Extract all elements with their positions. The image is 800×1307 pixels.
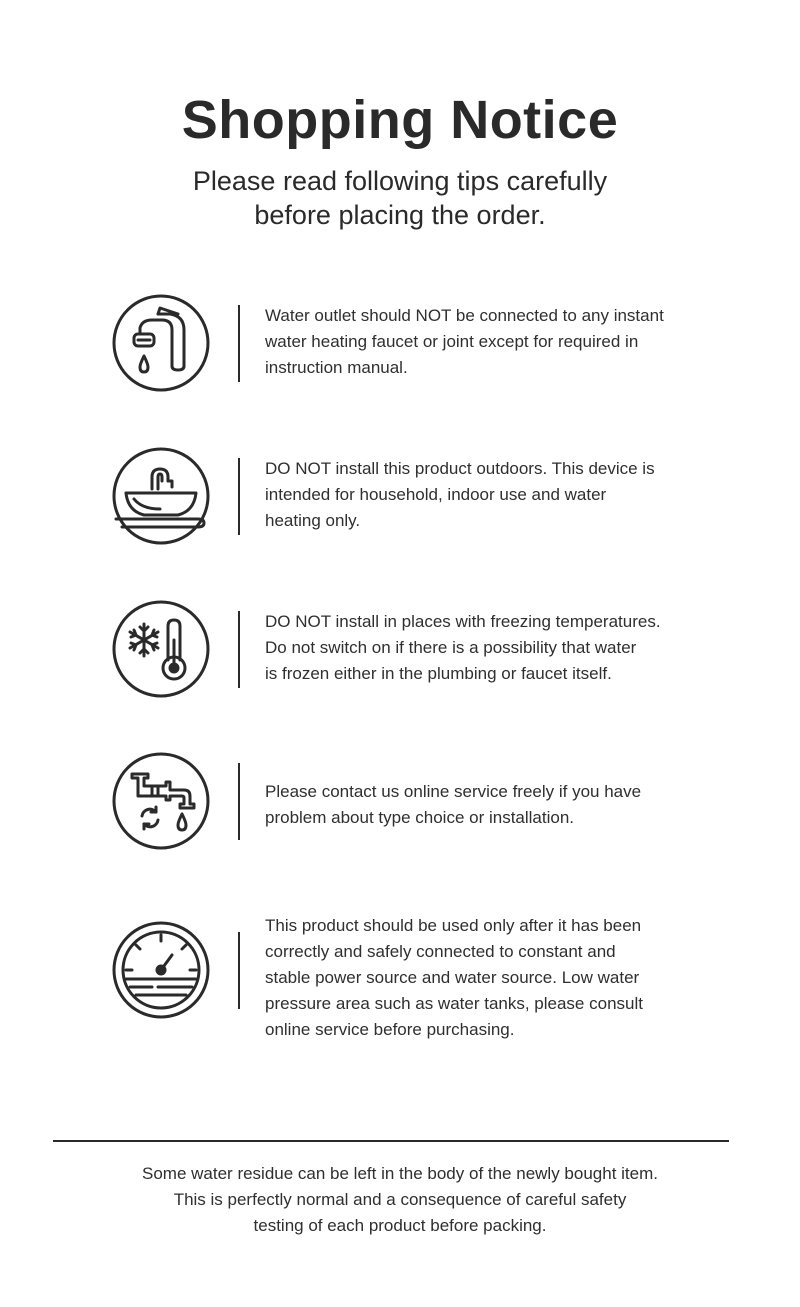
tip-line: This product should be used only after it has been xyxy=(265,916,642,935)
tip-text xyxy=(265,456,705,534)
tip-line: is frozen either in the plumbing or faucet itself. xyxy=(265,664,612,683)
tip-text xyxy=(265,609,705,687)
footer-line: Some water residue can be left in the body of the newly bought item. xyxy=(142,1164,658,1183)
tip-text xyxy=(265,303,705,381)
page-title: Shopping Notice xyxy=(181,90,619,150)
tip-line: Water outlet should NOT be connected to any instant xyxy=(265,306,664,325)
tip-line: heating only. xyxy=(265,511,361,530)
tip-item xyxy=(0,294,800,394)
sink-basin-icon xyxy=(112,447,210,545)
tip-line: pressure area such as water tanks, please consult xyxy=(265,994,643,1013)
faucet-drip-icon xyxy=(112,294,210,392)
page-subtitle xyxy=(0,164,800,232)
tip-item xyxy=(0,916,800,1039)
separator-bar xyxy=(238,305,240,382)
tip-line: problem about type choice or installation. xyxy=(265,808,575,827)
subtitle-line: Please read following tips carefully xyxy=(192,166,608,196)
footer-note xyxy=(0,1161,800,1239)
tip-text xyxy=(265,779,705,831)
tip-line: Do not switch on if there is a possibility that water xyxy=(265,638,637,657)
tip-item xyxy=(0,600,800,700)
snowflake-thermometer-icon xyxy=(112,600,210,698)
separator-bar xyxy=(238,611,240,688)
separator-bar xyxy=(238,458,240,535)
tip-line: stable power source and water source. Low water xyxy=(265,968,640,987)
tip-line: water heating faucet or joint except for required in xyxy=(265,332,639,351)
separator-bar xyxy=(238,763,240,840)
tip-line: instruction manual. xyxy=(265,358,408,377)
tip-line: DO NOT install this product outdoors. This device is xyxy=(265,459,655,478)
pressure-gauge-icon xyxy=(112,921,210,1019)
tip-line: online service before purchasing. xyxy=(265,1020,515,1039)
footer-line: testing of each product before packing. xyxy=(253,1216,547,1235)
footer-line: This is perfectly normal and a consequence of careful safety xyxy=(173,1190,627,1209)
pipe-service-icon xyxy=(112,752,210,850)
tip-line: correctly and safely connected to constant and xyxy=(265,942,616,961)
tip-item xyxy=(0,447,800,547)
tip-text xyxy=(265,913,705,1043)
separator-bar xyxy=(238,932,240,1009)
tip-line: intended for household, indoor use and water xyxy=(265,485,607,504)
subtitle-line: before placing the order. xyxy=(254,200,546,230)
footer-divider xyxy=(53,1140,729,1142)
tip-line: Please contact us online service freely if you have xyxy=(265,782,642,801)
tip-item xyxy=(0,752,800,852)
tip-line: DO NOT install in places with freezing temperatures. xyxy=(265,612,661,631)
